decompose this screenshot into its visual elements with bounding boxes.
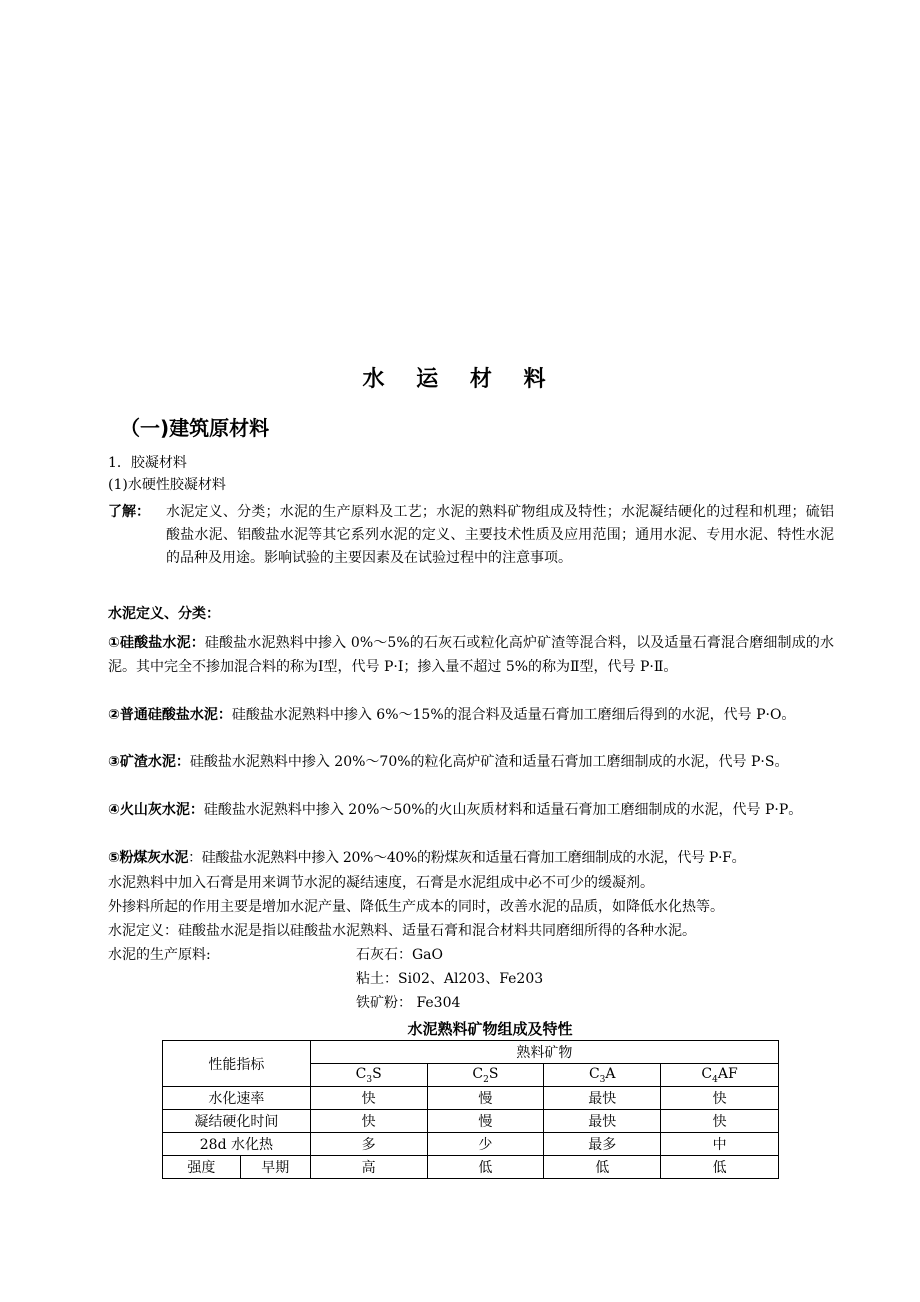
table-cell: 最快 (544, 1110, 661, 1133)
page-title: 水 运 材 料 (362, 367, 558, 392)
table-cell: 慢 (427, 1110, 544, 1133)
type-text: 硅酸盐水泥熟料中掺入 0%～5%的石灰石或粒化高炉矿渣等混合料，以及适量石膏混合磨细制成的水泥。其中完全不掺加混合料的称为Ⅰ型，代号 P·I；掺入量不超过 5%的称为Ⅱ型，代号 P·Ⅱ。 (108, 635, 834, 675)
section-heading: （一)建筑原材料 (120, 416, 270, 440)
mineral-sub: 3 (599, 1074, 606, 1085)
table-cell: 低 (544, 1156, 661, 1179)
table-cell: 快 (661, 1087, 779, 1110)
row-label: 28d 水化热 (163, 1133, 311, 1156)
type-paragraph (108, 632, 834, 679)
row-label: 水化速率 (163, 1087, 311, 1110)
subitem-heading: (1)水硬性胶凝材料 (108, 477, 226, 493)
table-cell: 多 (310, 1133, 427, 1156)
row-label: 强度 (163, 1156, 241, 1179)
type-label: ①硅酸盐水泥： (108, 635, 205, 651)
mineral-sub: 3 (366, 1074, 373, 1085)
table-cell: 低 (661, 1156, 779, 1179)
note-line: 水泥定义：硅酸盐水泥是指以硅酸盐水泥熟料、适量石膏和混合材料共同磨细所得的各种水泥。 (108, 923, 696, 939)
table-cell: 中 (661, 1133, 779, 1156)
mineral-sub: 4 (712, 1074, 718, 1085)
raw-materials-label: 水泥的生产原料: (108, 947, 211, 963)
mineral-base: C (472, 1065, 484, 1082)
type-text: 硅酸盐水泥熟料中掺入 20%～50%的火山灰质材料和适量石膏加工磨细制成的水泥，代号 P·P。 (203, 802, 803, 818)
mineral-tail: AF (717, 1065, 738, 1082)
raw-material-item: 铁矿粉： Fe304 (356, 995, 461, 1011)
table-cell: 慢 (427, 1087, 544, 1110)
understand-text: 水泥定义、分类；水泥的生产原料及工艺；水泥的熟料矿物组成及特性；水泥凝结硬化的过程和机理；硫铝酸盐水泥、铝酸盐水泥等其它系列水泥的定义、主要技术性质及应用范围；通用水泥、专用水泥、特性水泥的品种及用途。影响试验的主要因素及在试验过程中的注意事项。 (166, 504, 834, 566)
table-row (163, 1087, 779, 1110)
type-label: ③矿渣水泥： (108, 754, 190, 770)
type-paragraph (108, 704, 834, 728)
table-cell: 快 (661, 1110, 779, 1133)
note-line: 水泥熟料中加入石膏是用来调节水泥的凝结速度，石膏是水泥组成中必不可少的缓凝剂。 (108, 875, 654, 891)
table-cell: 低 (427, 1156, 544, 1179)
clinker-minerals-table (162, 1040, 779, 1179)
mineral-tail: A (605, 1065, 616, 1082)
table-row (163, 1156, 779, 1179)
note-line: 外掺料所起的作用主要是增加水泥产量、降低生产成本的同时，改善水泥的品质，如降低水化热等。 (108, 899, 724, 915)
table-row (163, 1133, 779, 1156)
type-text: 硅酸盐水泥熟料中掺入 20%～70%的粒化高炉矿渣和适量石膏加工磨细制成的水泥，代号 P·S。 (189, 754, 789, 770)
table-cell: 快 (310, 1087, 427, 1110)
table-cell: 快 (310, 1110, 427, 1133)
mineral-header (544, 1064, 661, 1087)
mineral-header (310, 1064, 427, 1087)
table-cell: 最快 (544, 1087, 661, 1110)
understand-block (108, 501, 834, 570)
table-cell: 高 (310, 1156, 427, 1179)
row-sublabel: 早期 (240, 1156, 310, 1179)
table-header-row (163, 1041, 779, 1064)
table-cell: 最多 (544, 1133, 661, 1156)
mineral-sub: 2 (483, 1074, 489, 1085)
mineral-tail: S (372, 1065, 382, 1082)
definition-heading: 水泥定义、分类： (108, 606, 220, 622)
mineral-base: C (701, 1065, 713, 1082)
type-paragraph (108, 751, 834, 775)
type-label: ④火山灰水泥： (108, 802, 204, 818)
raw-material-item: 粘土：Si02、Al203、Fe203 (356, 971, 544, 987)
mineral-base: C (588, 1065, 600, 1082)
type-text: 硅酸盐水泥熟料中掺入 6%～15%的混合料及适量石膏加工磨细后得到的水泥，代号 P·O。 (231, 707, 796, 723)
table-row (163, 1110, 779, 1133)
raw-material-item: 石灰石：GaO (356, 947, 444, 963)
mineral-tail: S (488, 1065, 499, 1082)
type-paragraph (108, 799, 834, 823)
type-label: ②普通硅酸盐水泥： (108, 707, 232, 723)
table-cell: 少 (427, 1133, 544, 1156)
understand-label: 了解： (108, 504, 150, 520)
type-paragraph (108, 847, 834, 871)
group-header: 熟料矿物 (310, 1041, 778, 1064)
mineral-base: C (355, 1065, 367, 1082)
table-caption: 水泥熟料矿物组成及特性 (407, 1020, 573, 1038)
mineral-header (427, 1064, 544, 1087)
corner-header: 性能指标 (163, 1041, 311, 1087)
mineral-header (661, 1064, 779, 1087)
item-heading: 1．胶凝材料 (108, 455, 187, 471)
type-label: ⑤粉煤灰水泥 (108, 850, 189, 866)
type-text: ：硅酸盐水泥熟料中掺入 20%～40%的粉煤灰和适量石膏加工磨细制成的水泥，代号 P·F。 (188, 850, 746, 866)
row-label: 凝结硬化时间 (163, 1110, 311, 1133)
